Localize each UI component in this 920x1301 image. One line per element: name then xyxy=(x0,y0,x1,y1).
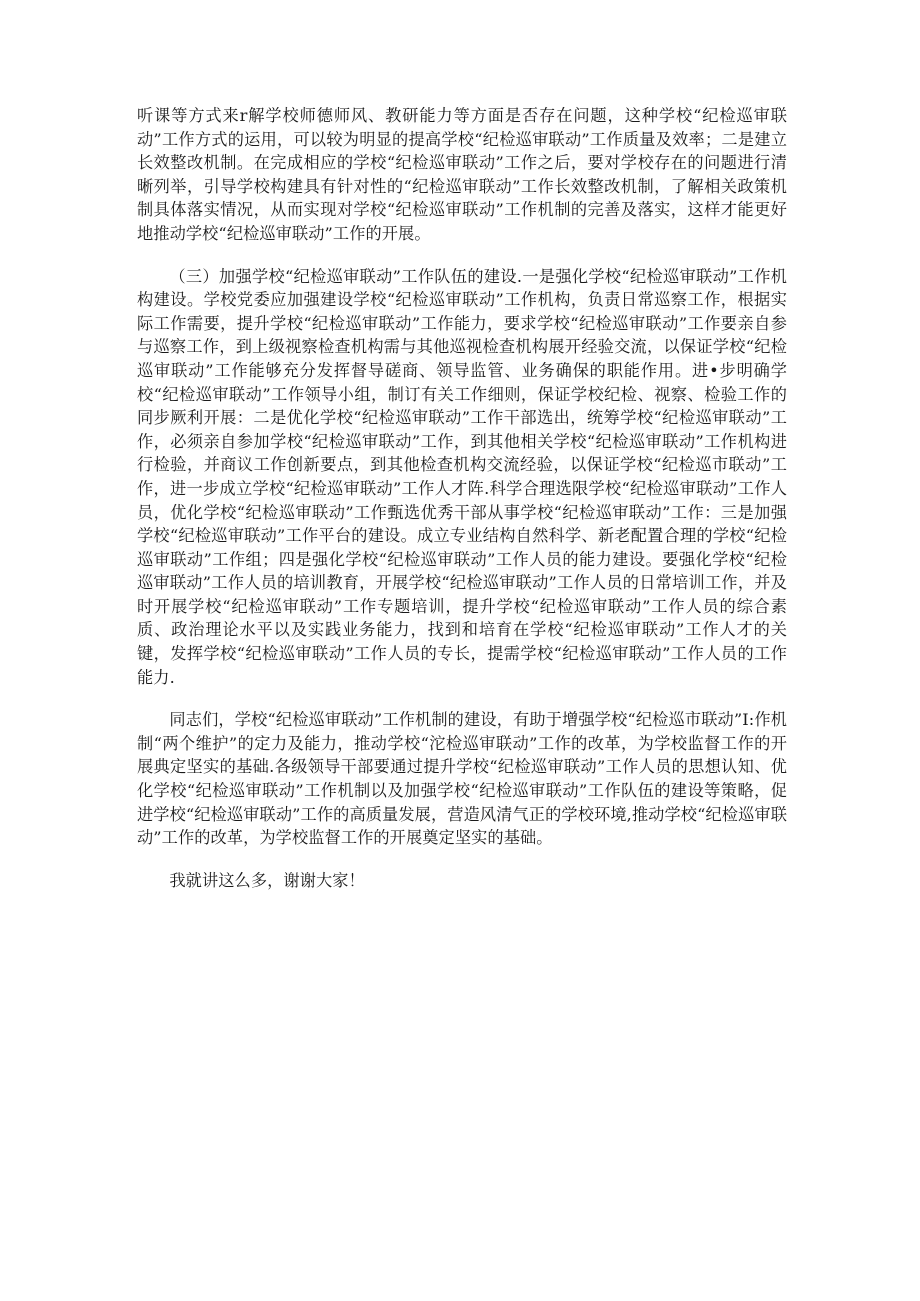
paragraph-closing-remark: 我就讲这么多，谢谢大家！ xyxy=(169,870,365,890)
paragraph-section-three: （三）加强学校“纪检巡审联动”工作队伍的建设.一是强化学校“纪检巡审联动”工作机构建设。学校党委应加强建设学校“纪检巡审联动”工作机构，负责日常巡察工作，根据实际工作需要，提升学校“纪检巡审联动”工作能力，要求学校“纪检巡审联动”工作要亲自参与巡察工作，到上级视察检查机构需与其他巡视检查机构展开经验交流，以保证学校“纪检巡审联动”工作能够充分发挥督导磋商、领导监管、业务确保的职能作用。进•步明确学校“纪检巡审联动”工作领导小组，制订有关工作细则，保证学校纪检、视察、检验工作的同步厥利开展：二是优化学校“纪检巡审联动”工作干部选出，统筹学校“纪检巡审联动”工作，必须亲自参加学校“纪检巡审联动”工作，到其他相关学校“纪检巡审联动”工作机构进行检验，并商议工作创新要点，到其他检查机构交流经验，以保证学校“纪检巡市联动”工作，进一步成立学校“纪检巡审联动”工作人才阵.科学合理选限学校“纪检巡审联动”工作人员，优化学校“纪检巡审联动”工作甄选优秀干部从事学校“纪检巡审联动”工作：三是加强学校“纪检巡审联动”工作平台的建设。成立专业结构自然科学、新老配置合理的学校“纪检巡审联动”工作组；四是强化学校“纪检巡审联动”工作人员的能力建设。要强化学校“纪检巡审联动”工作人员的培训教育，开展学校“纪检巡审联动”工作人员的日常培训工作，并及时开展学校“纪检巡审联动”工作专题培训，提升学校“纪检巡审联动”工作人员的综合素质、政治理论水平以及实践业务能力，找到和培育在学校“纪检巡审联动”工作人才的关键，发挥学校“纪检巡审联动”工作人员的专长，提需学校“纪检巡审联动”工作人员的工作能力. xyxy=(137,266,787,687)
paragraph-continuation: 听课等方式来r解学校师德师风、教研能力等方面是否存在问题，这种学校“纪检巡审联动”工作方式的运用，可以较为明显的提高学校“纪检巡审联动”工作质量及效率；二是建立长效整改机制。在完成相应的学校“纪检巡审联动”工作之后，要对学校存在的问题进行清晰列举，引导学校构建具有针对性的“纪检巡审联动”工作长效整改机制，了解相关政策机制具体落实情况，从而实现对学校“纪检巡审联动”工作机制的完善及落实，这样才能更好地推动学校“纪检巡审联动”工作的开展。 xyxy=(137,106,787,243)
paragraph-comrades: 同志们，学校“纪检巡审联动”工作机制的建设，有助于增强学校“纪检巡市联动”I:作机制“两个维护”的定力及能力，推动学校“沱检巡审联动”工作的改革，为学校监督工作的开展典定坚实的基础.各级领导干部要通过提升学校“纪检巡审联动”工作人员的思想认知、优化学校“纪检巡审联动”工作机制以及加强学校“纪检巡审联动”工作队伍的建设等策略，促进学校“纪检巡审联动”工作的高质量发展，营造风清气正的学校环境,推动学校“纪检巡审联动”工作的改革，为学校监督工作的开展奠定坚实的基础。 xyxy=(137,710,787,848)
document-body xyxy=(137,104,787,911)
